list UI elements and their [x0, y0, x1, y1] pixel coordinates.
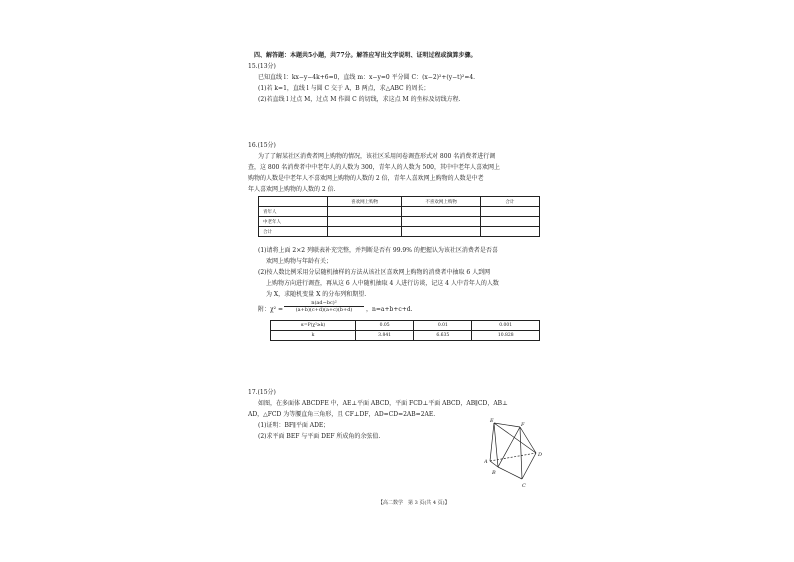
edge-bc — [498, 467, 522, 479]
edge-ef — [494, 423, 520, 427]
table-row — [259, 227, 540, 237]
q17-number: 17.(15分) — [248, 389, 276, 396]
q16-stem-line: 查，这 800 名消费者中中老年人的人数为 300，青年人的人数为 500，其中中老年人喜欢网上 — [248, 164, 500, 171]
q17-part1: (1)证明：BF∥平面 ADE； — [258, 422, 330, 429]
q16-stem-line: 为了了解某社区消费者网上购物的情况，该社区采用问卷调查形式对 800 名消费者进行调 — [258, 153, 496, 160]
page-footer: 【高二数学 第 3 页(共 4 页)】 — [378, 500, 450, 506]
row-label: 中老年人 — [259, 217, 328, 227]
q16-stem-line: 年人喜欢网上购物的人数的 2 倍. — [248, 186, 336, 193]
exam-page — [248, 44, 548, 524]
q16-part2-line: (2)按人数比例采用分层随机抽样的方法从该社区喜欢网上购物的消费者中抽取 6 人到网 — [258, 269, 491, 276]
table-cell — [327, 227, 402, 237]
table-header: 合计 — [480, 197, 539, 207]
table-cell — [402, 217, 480, 227]
edge-fd — [520, 427, 536, 453]
q17-stem-line: AD，△FCD 为等腰直角三角形，且 CF⊥DF，AD=CD=2AB=2AE. — [248, 411, 436, 418]
table-row — [259, 217, 540, 227]
vertex-label: D — [538, 452, 543, 458]
table-cell — [327, 207, 402, 217]
edge-ea — [490, 423, 494, 461]
formula-denominator: (a+b)(c+d)(a+c)(b+d) — [295, 307, 353, 313]
vertex-label: C — [522, 483, 526, 489]
section-heading: 四、解答题：本题共5小题，共77分。解答应写出文字说明、证明过程或演算步骤。 — [254, 52, 477, 59]
table-row — [271, 321, 540, 331]
critical-value-table — [270, 320, 540, 341]
q15-part1: (1)若 k=1，直线 l 与圆 C 交于 A，B 两点，求△ABC 的周长； — [258, 85, 430, 92]
table-row — [271, 331, 540, 341]
polyhedron-figure — [484, 417, 544, 493]
vertex-label: A — [484, 459, 488, 465]
table-cell — [480, 217, 539, 227]
edge-cd — [522, 453, 536, 479]
table-cell — [402, 227, 480, 237]
table-cell — [480, 207, 539, 217]
q15-part2: (2)若直线 l 过点 M，过点 M 作圆 C 的切线，求这点 M 的坐标及切线方程. — [258, 96, 461, 103]
table-cell: 6.635 — [414, 331, 472, 341]
edge-ab — [490, 461, 498, 467]
table-cell: 10.828 — [472, 331, 540, 341]
row-label: 青年人 — [259, 207, 328, 217]
contingency-table — [258, 196, 540, 237]
q15-stem: 已知直线 l：kx−y−4k+6=0，直线 m：x−y=0 平分圆 C：(x−2)²+(y−t)²=4. — [258, 74, 476, 81]
table-cell: 0.05 — [356, 321, 414, 331]
table-cell: 3.841 — [356, 331, 414, 341]
formula-suffix: ，n=a+b+c+d. — [366, 306, 413, 313]
table-cell: 0.01 — [414, 321, 472, 331]
formula-fraction — [284, 300, 364, 313]
row-label: 合计 — [259, 227, 328, 237]
table-cell — [480, 227, 539, 237]
q17-part2: (2)求平面 BEF 与平面 DEF 所成角的余弦值. — [258, 433, 381, 440]
table-cell: α=P(χ²≥k) — [271, 321, 356, 331]
table-cell — [402, 207, 480, 217]
formula-numerator: n(ad−bc)² — [284, 300, 364, 307]
edge-fb — [498, 427, 520, 467]
vertex-label: B — [492, 470, 496, 476]
table-header-row — [259, 197, 540, 207]
vertex-label: F — [521, 422, 525, 428]
q17-stem-line: 如图，在多面体 ABCDFE 中，AE⊥平面 ABCD，平面 FCD⊥平面 ABCD，AB∥CD，AB⊥ — [258, 400, 508, 407]
q16-part1-line: 欢网上购物与年龄有关； — [266, 258, 333, 265]
q15-number: 15.(13分) — [248, 63, 276, 70]
edge-fc — [520, 427, 522, 479]
vertex-label: E — [490, 418, 494, 424]
q16-part1-line: (1)请将上面 2×2 列联表补充完整，并判断是否有 99.9% 的把握认为该社区消费者是否喜 — [258, 247, 498, 254]
table-header: 喜欢网上购物 — [327, 197, 402, 207]
q16-stem-line: 购物的人数是中老年人不喜欢网上购物的人数的 2 倍，青年人喜欢网上购物的人数是中老 — [248, 175, 484, 182]
edge-ed — [494, 423, 536, 453]
table-cell — [327, 217, 402, 227]
q16-part2-line: 为 X，求随机变量 X 的分布列和期望. — [266, 291, 367, 298]
table-cell: 0.001 — [472, 321, 540, 331]
table-row — [259, 207, 540, 217]
table-header: 不喜欢网上购物 — [402, 197, 480, 207]
table-cell: k — [271, 331, 356, 341]
q16-part2-line: 上购物方向进行调查，再从这 6 人中随机抽取 4 人进行访谈，记这 4 人中青年人的人数 — [266, 280, 499, 287]
formula-prefix: 附：χ² = — [258, 306, 283, 313]
q16-number: 16.(15分) — [248, 142, 276, 149]
table-cell — [259, 197, 328, 207]
